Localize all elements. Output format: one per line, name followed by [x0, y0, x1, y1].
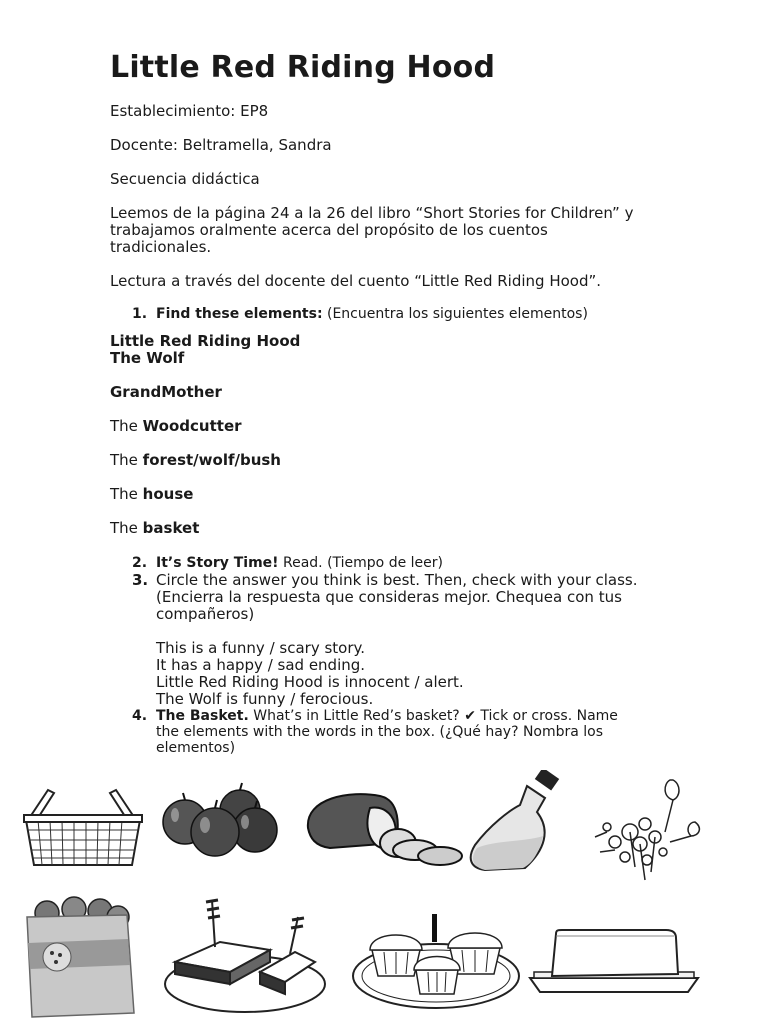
- basket-heading: The Basket.: [156, 708, 249, 724]
- circle-line-3: compañeros): [156, 605, 255, 623]
- sentence-3: Little Red Riding Hood is innocent / alert.: [156, 673, 464, 691]
- element-woodcutter: Woodcutter: [142, 417, 242, 435]
- basket-line-3: elementos): [156, 740, 236, 756]
- story-time-text: Read. (Tiempo de leer): [278, 555, 443, 571]
- list-item-basket: [132, 708, 672, 756]
- flowers-icon: [585, 772, 715, 884]
- docente-line: Docente: Beltramella, Sandra: [110, 136, 332, 154]
- secuencia-line: Secuencia didáctica: [110, 170, 260, 188]
- intro-line-2: trabajamos oralmente acerca del propósito de los cuentos: [110, 221, 548, 239]
- page-title: Little Red Riding Hood: [110, 50, 496, 85]
- list-number: 1.: [132, 306, 148, 322]
- cookies-bag-icon: [22, 895, 137, 1020]
- sentence-2: It has a happy / sad ending.: [156, 656, 366, 674]
- element-grandmother: GrandMother: [110, 383, 222, 401]
- list-item-find-elements: [132, 306, 672, 323]
- element-house: house: [142, 485, 194, 503]
- element-woodcutter-line: [110, 418, 242, 435]
- basket-text: What’s in Little Red’s basket? ✔ Tick or cross. Name: [248, 708, 618, 724]
- find-elements-translation: (Encuentra los siguientes elementos): [322, 306, 588, 322]
- basket-line-2: the elements with the words in the box. (¿Qué hay? Nombra los: [156, 724, 604, 740]
- list-item-story-time: [132, 555, 672, 572]
- bottle-icon: [465, 770, 565, 875]
- bread-icon: [300, 788, 465, 868]
- article-the: The: [110, 451, 143, 469]
- article-the: The: [110, 485, 143, 503]
- element-basket: basket: [142, 519, 200, 537]
- intro-line-3: tradicionales.: [110, 238, 212, 256]
- establecimiento-line: Establecimiento: EP8: [110, 102, 269, 120]
- lectura-line: Lectura a través del docente del cuento “Little Red Riding Hood”.: [110, 272, 602, 290]
- apples-icon: [160, 780, 280, 860]
- element-house-line: [110, 486, 193, 503]
- list-item-circle-answer: [132, 572, 672, 708]
- sandwiches-icon: [160, 892, 330, 1017]
- element-basket-line: [110, 520, 199, 537]
- sentence-4: The Wolf is funny / ferocious.: [156, 690, 374, 708]
- intro-line-1: Leemos de la página 24 a la 26 del libro “Short Stories for Children” y: [110, 204, 634, 222]
- circle-line-1: Circle the answer you think is best. Then, check with your class.: [156, 571, 638, 589]
- element-forest: forest/wolf/bush: [142, 451, 281, 469]
- list-number: 3.: [132, 571, 149, 589]
- sentence-1: This is a funny / scary story.: [156, 639, 366, 657]
- list-number: 2.: [132, 555, 148, 571]
- basket-icon: [18, 785, 148, 870]
- circle-line-2: (Encierra la respuesta que consideras mejor. Chequea con tus: [156, 588, 622, 606]
- article-the: The: [110, 519, 143, 537]
- element-lrrh: Little Red Riding Hood: [110, 332, 301, 350]
- element-forest-line: [110, 452, 281, 469]
- find-elements-heading: Find these elements:: [156, 306, 323, 322]
- article-the: The: [110, 417, 143, 435]
- butter-icon: [528, 928, 700, 994]
- element-wolf: The Wolf: [110, 349, 185, 367]
- cupcakes-icon: [350, 912, 522, 1010]
- story-time-heading: It’s Story Time!: [156, 555, 279, 571]
- list-number: 4.: [132, 708, 148, 724]
